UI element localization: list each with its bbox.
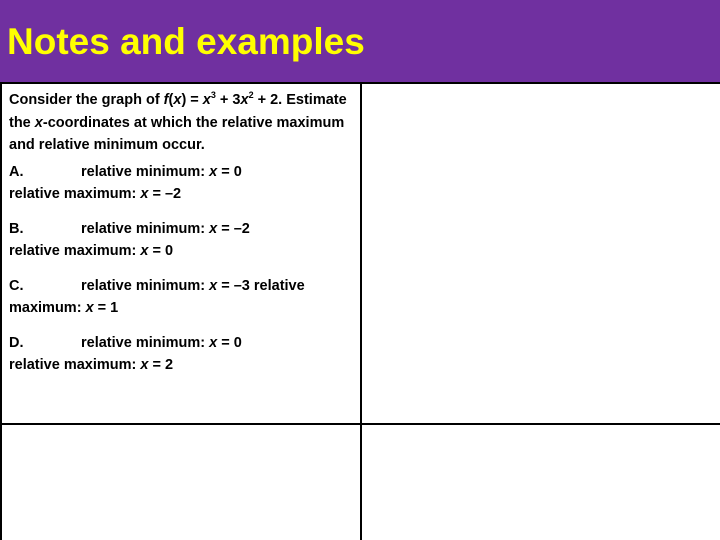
notes-cell-bottom-right bbox=[361, 424, 720, 540]
choice-letter: D. bbox=[9, 334, 24, 351]
choice-letter: B. bbox=[9, 220, 24, 237]
slide-title: Notes and examples bbox=[7, 21, 365, 62]
choice-letter: A. bbox=[9, 163, 24, 180]
question-text: Consider the graph of $f(x) = x^3 + 3x^2 + 2$. Estimate the x-coordinates at which the relative maximum and relative minimum occur. bbox=[9, 90, 347, 153]
table-row-top bbox=[1, 83, 720, 424]
choice-letter: C. bbox=[9, 277, 24, 294]
notes-cell-bottom-left bbox=[1, 424, 361, 540]
question-cell bbox=[1, 83, 361, 424]
choice-c[interactable]: C. relative minimum: x = –3 relative maximum: x = 1 bbox=[9, 275, 354, 320]
question-content bbox=[2, 84, 360, 377]
choice-d[interactable]: D. relative minimum: x = 0 relative maximum: x = 2 bbox=[9, 332, 354, 377]
choice-b[interactable]: B. relative minimum: x = –2 relative maximum: x = 0 bbox=[9, 218, 354, 263]
title-bar bbox=[0, 0, 720, 82]
choice-a[interactable]: A. relative minimum: x = 0 relative maximum: x = –2 bbox=[9, 161, 354, 206]
answer-cell-top bbox=[361, 83, 720, 424]
notes-table bbox=[0, 82, 720, 540]
table-row-bottom bbox=[1, 424, 720, 540]
